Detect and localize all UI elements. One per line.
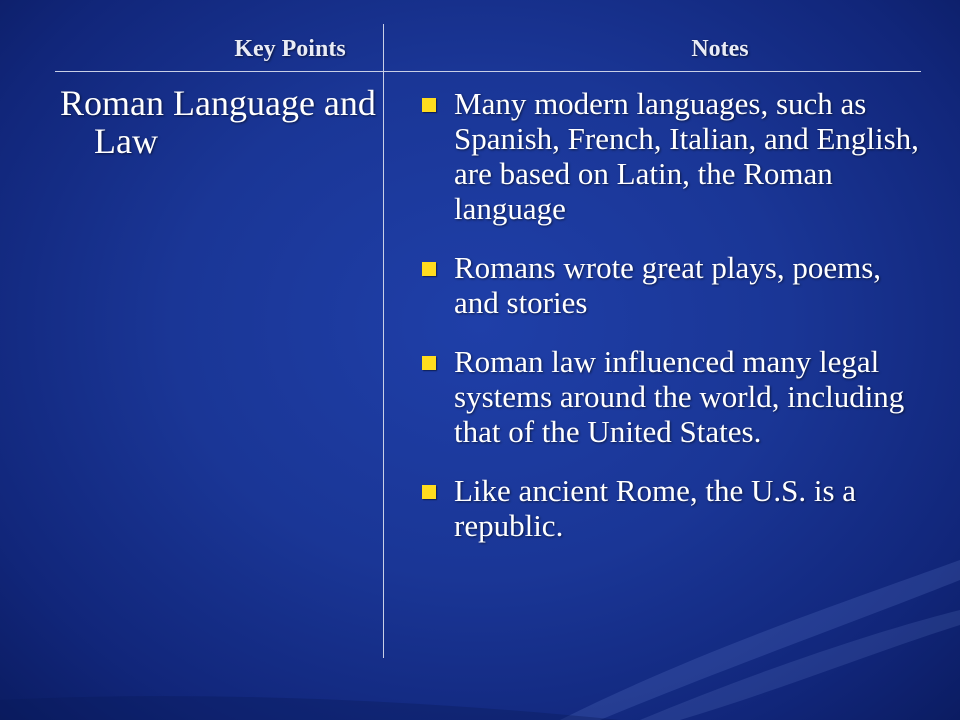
square-bullet-icon bbox=[422, 262, 436, 276]
square-bullet-icon bbox=[422, 98, 436, 112]
note-item bbox=[420, 344, 920, 449]
note-text: Many modern languages, such as Spanish, French, Italian, and English, are based on Latin, the Roman language bbox=[454, 86, 919, 226]
note-item bbox=[420, 250, 920, 320]
note-item bbox=[420, 473, 920, 543]
column-header-notes: Notes bbox=[691, 36, 749, 62]
square-bullet-icon bbox=[422, 485, 436, 499]
header-divider-line bbox=[55, 71, 921, 72]
notes-list bbox=[420, 86, 920, 567]
note-text: Roman law influenced many legal systems around the world, including that of the United States. bbox=[454, 344, 905, 449]
square-bullet-icon bbox=[422, 356, 436, 370]
note-text: Romans wrote great plays, poems, and stories bbox=[454, 250, 882, 320]
key-point-text: Roman Language and Law bbox=[60, 83, 376, 161]
note-item bbox=[420, 86, 920, 226]
note-text: Like ancient Rome, the U.S. is a republic. bbox=[454, 473, 857, 543]
column-header-key-points: Key Points bbox=[234, 36, 346, 62]
